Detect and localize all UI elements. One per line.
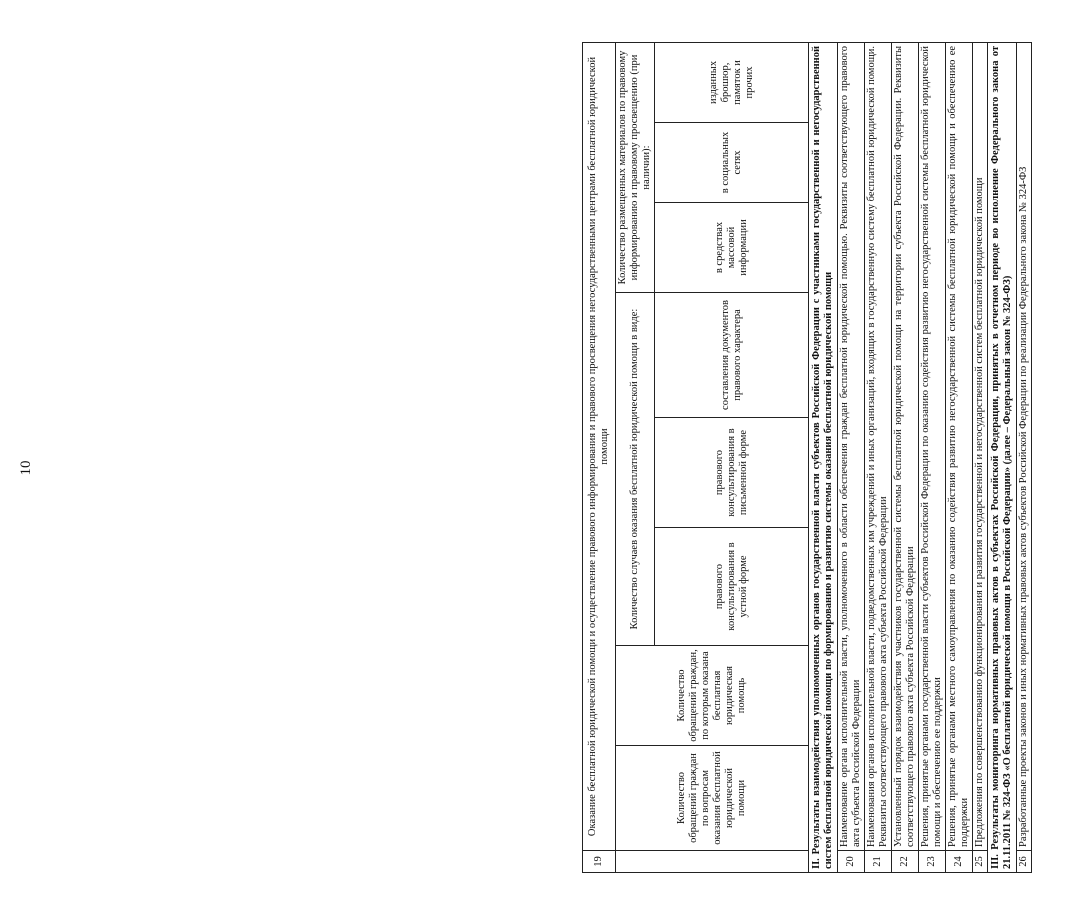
header-materials-group: Количество размещенных материалов по правовому информированию и правовому просвещению (при наличии):	[616, 42, 655, 292]
row-text: Наименования органов исполнительной власти, подведомственных им учреждений и иных организаций, входящих в государственную систему бесплатной юридической помощи. Реквизиты соответствующего правового акта субъекта Российской Федерации	[865, 42, 892, 850]
header-requests: Количество обращений граждан по вопросам оказания бесплатной юридической помощи	[616, 746, 809, 851]
table-row	[892, 42, 919, 872]
legal-aid-report-table	[582, 42, 1032, 873]
row-text: Установленный порядок взаимодействия участников государственной системы бесплатной юридической помощи на территории субъекта Российской Федерации. Реквизиты соответствующего правового акта субъекта Российской Федерации	[892, 42, 919, 850]
rotated-table-container	[582, 43, 1082, 873]
row-number: 20	[838, 851, 865, 873]
header-cases-group: Количество случаев оказания бесплатной юридической помощи в виде:	[616, 293, 655, 646]
row-text: Наименование органа исполнительной власти, уполномоченного в области обеспечения граждан бесплатной юридической помощью. Реквизиты соответствующего правового акта субъекта Российской Федерации	[838, 42, 865, 850]
header-media: в средствах массовой информации	[655, 203, 809, 293]
header-written: правового консультирования в письменной форме	[655, 418, 809, 528]
section-19-row	[583, 42, 616, 872]
row-number: 25	[973, 851, 988, 873]
row-number: 22	[892, 851, 919, 873]
section-II-title: II. Результаты взаимодействия уполномоченных органов государственной власти субъектов Российской Федерации с участниками государственной и негосударственной систем бесплатной юридической помощи по формированию и развитию системы оказания бесплатной юридической помощи	[809, 42, 838, 872]
section-II-row	[809, 42, 838, 872]
section-19-title: Оказание бесплатной юридической помощи и осуществление правового информирования и правового просвещения негосударственными центрами бесплатной юридической помощи	[583, 42, 616, 850]
row-text: Решения, принятые органами местного самоуправления по оказанию содействия развитию негосударственной системы бесплатной юридической помощи и обеспечению ее поддержки	[946, 42, 973, 850]
section-III-row	[988, 42, 1017, 872]
section-III-title: III. Результаты мониторинга нормативных правовых актов в субъектах Российской Федерации, принятых в отчетном периоде во исполнение Федерального закона от 21.11.2011 № 324-ФЗ «О бесплатной юридической помощи в Российской Федерации» (далее – Федеральный закон № 324-ФЗ)	[988, 42, 1017, 872]
table-row	[919, 42, 946, 872]
empty-cell	[616, 851, 809, 873]
header-assisted: Количество обращений граждан, по которым оказана бесплатная юридическая помощь	[616, 646, 809, 746]
table-row	[973, 42, 988, 872]
page-number: 10	[18, 460, 34, 476]
table-row	[1017, 42, 1032, 872]
row-text: Решения, принятые органами государственной власти субъектов Российской Федерации по оказанию содействия развитию негосударственной системы бесплатной юридической помощи и обеспечению ее поддержки	[919, 42, 946, 850]
header-social: в социальных сетях	[655, 123, 809, 203]
table-row	[865, 42, 892, 872]
header-row-1	[616, 42, 655, 872]
row-number: 19	[583, 851, 616, 873]
row-number: 23	[919, 851, 946, 873]
row-number: 24	[946, 851, 973, 873]
row-text: Разработанные проекты законов и иных нормативных правовых актов субъектов Российской Федерации по реализации Федерального закона № 324-ФЗ	[1017, 42, 1032, 850]
row-number: 26	[1017, 851, 1032, 873]
row-text: Предложения по совершенствованию функционирования и развития государственной и негосударственной систем бесплатной юридической помощи	[973, 42, 988, 850]
header-brochures: изданных брошюр, памяток и прочих	[655, 42, 809, 122]
table-row	[838, 42, 865, 872]
header-oral: правового консультирования в устной форме	[655, 528, 809, 646]
row-number: 21	[865, 851, 892, 873]
table-row	[946, 42, 973, 872]
header-documents: составления документов правового характера	[655, 293, 809, 418]
